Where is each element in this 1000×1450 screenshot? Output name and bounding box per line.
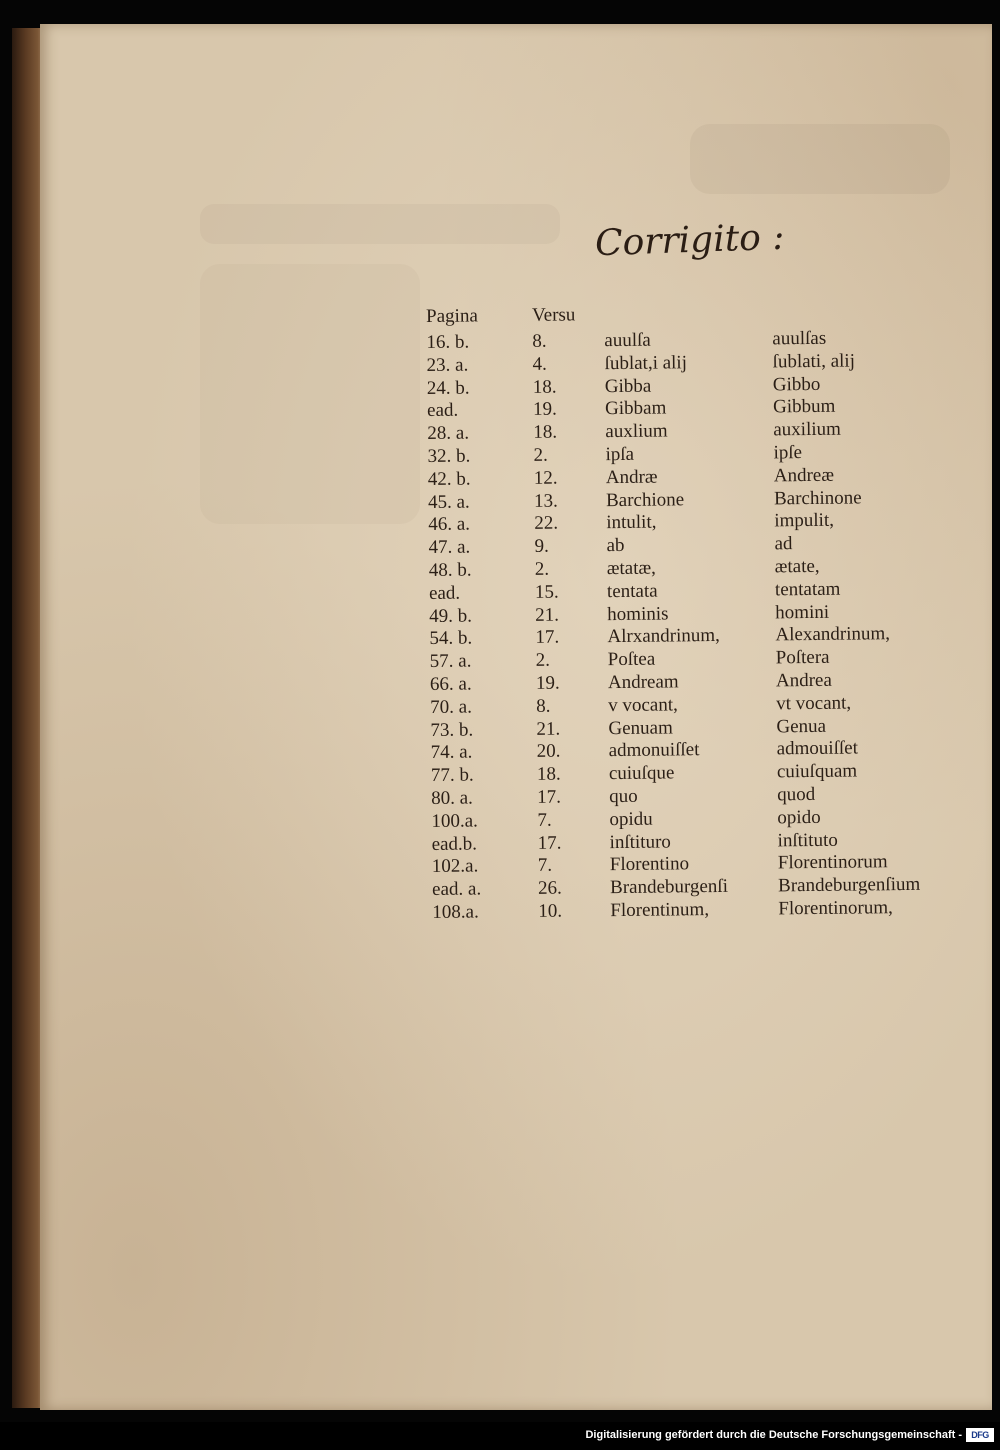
errata-wrong: ſublat,i alij [604,352,688,374]
errata-page: 42. b. [427,468,471,490]
errata-correct: quod [777,783,816,806]
errata-line: 2. [533,444,548,466]
errata-correct: Alexandrinum, [775,623,891,646]
errata-wrong: Andræ [605,466,658,488]
errata-wrong: ætatæ, [606,557,656,580]
errata-line: 7. [537,855,553,877]
errata-page: 70. a. [430,696,472,718]
errata-rows [426,326,992,925]
errata-page: 102.a. [431,855,479,878]
errata-correct: vt vocant, [776,692,852,715]
errata-line: 4. [532,353,547,375]
errata-wrong: Gibba [604,375,652,397]
errata-correct: Florentinorum, [778,897,893,920]
errata-page: ead. [428,582,461,604]
errata-correct: opido [777,806,821,829]
errata-page: 54. b. [429,627,473,650]
errata-page: 80. a. [431,787,473,809]
dfg-logo: DFG [966,1428,994,1442]
errata-wrong: ab [606,535,625,557]
errata-page: 32. b. [427,445,471,467]
errata-wrong: admonuiſſet [608,739,700,762]
errata-line: 10. [538,900,563,922]
errata-wrong: Gibbam [604,397,667,420]
errata-table [426,300,992,925]
errata-page: 16. b. [426,331,470,353]
errata-page: 77. b. [430,764,474,787]
errata-row [432,896,992,925]
errata-page: 73. b. [430,719,474,741]
errata-wrong: auulſa [604,329,651,352]
errata-line: 17. [537,832,562,854]
errata-page: 28. a. [427,422,470,445]
errata-line: 26. [537,877,562,899]
errata-line: 22. [534,513,559,535]
errata-page: 23. a. [426,354,469,376]
errata-correct: Barchinone [773,487,862,509]
errata-line: 17. [535,626,560,649]
errata-correct: Brandeburgenſium [777,873,921,897]
errata-line: 12. [533,467,558,489]
errata-correct: impulit, [774,510,835,532]
errata-wrong: Poſtea [607,648,656,671]
errata-wrong: Barchione [605,488,685,511]
errata-line: 21. [536,718,561,740]
show-through-shadow [200,204,560,244]
errata-wrong: opidu [609,808,653,830]
errata-page: ead. [426,400,459,422]
show-through-shadow [690,124,950,194]
errata-page: 49. b. [429,605,473,627]
errata-line: 19. [532,399,557,421]
errata-wrong: tentata [606,580,658,602]
errata-correct: auulſas [772,327,827,350]
errata-page: 47. a. [428,536,471,559]
errata-wrong: v vocant, [608,694,678,716]
errata-line: 8. [532,330,547,352]
errata-correct: homini [775,601,830,623]
errata-page: 24. b. [426,377,470,399]
errata-correct: ſublati, alij [772,350,856,373]
errata-wrong: hominis [607,603,669,625]
errata-wrong: Andream [607,671,679,694]
errata-correct: admouiſſet [776,737,859,760]
errata-wrong: inſtituro [609,830,671,853]
errata-correct: cuiuſquam [776,760,858,783]
column-header-page: Pagina [426,305,478,327]
errata-page: 48. b. [428,559,472,581]
errata-page: 45. a. [427,491,470,513]
errata-wrong: auxlium [605,420,668,443]
errata-correct: Gibbo [772,373,821,395]
errata-correct: Florentinorum [777,851,888,874]
errata-wrong: quo [609,785,638,808]
errata-page: ead. a. [432,878,482,901]
errata-line: 19. [535,672,560,694]
page-title: Corrigito : [594,216,786,265]
errata-page: 57. a. [429,650,472,673]
document-page [40,24,992,1410]
errata-line: 2. [534,558,550,580]
errata-page: 74. a. [430,741,473,764]
errata-wrong: Brandeburgenſi [609,875,729,899]
column-header-line: Versu [531,304,576,326]
errata-line: 21. [535,604,560,626]
errata-page: 100.a. [431,810,478,832]
errata-line: 13. [533,490,558,512]
errata-correct: Poſtera [775,646,830,669]
errata-line: 18. [532,376,557,398]
errata-line: 18. [533,421,558,444]
errata-line: 20. [536,740,561,763]
errata-wrong: cuiuſque [608,762,675,785]
errata-line: 2. [535,649,551,672]
errata-line: 8. [536,695,551,717]
errata-correct: Andreæ [773,464,835,487]
errata-line: 17. [537,786,562,808]
errata-wrong: ipſa [605,443,635,466]
errata-correct: Andrea [775,669,832,692]
errata-correct: ad [774,533,793,555]
errata-page: 108.a. [432,901,479,923]
errata-correct: auxilium [773,418,841,441]
errata-correct: Gibbum [772,396,836,418]
errata-correct: ætate, [774,555,820,578]
errata-correct: ipſe [773,442,803,464]
errata-page: 46. a. [428,513,471,536]
errata-page: ead.b. [431,833,478,855]
errata-line: 7. [537,809,552,831]
errata-page: 66. a. [429,673,472,695]
errata-correct: Genua [776,715,827,737]
errata-wrong: Florentino [609,853,690,876]
footer-credit: Digitalisierung gefördert durch die Deutsche Forschungsgemeinschaft - [585,1429,962,1441]
errata-line: 15. [534,581,559,603]
errata-wrong: intulit, [606,511,657,534]
footer-bar [0,1422,1000,1450]
errata-correct: inſtituto [777,829,838,851]
errata-line: 9. [534,535,549,558]
errata-wrong: Florentinum, [610,898,710,922]
errata-correct: tentatam [774,578,841,601]
show-through-shadow [200,264,420,524]
errata-wrong: Alrxandrinum, [607,625,720,648]
errata-wrong: Genuam [608,716,673,739]
errata-line: 18. [536,763,561,786]
